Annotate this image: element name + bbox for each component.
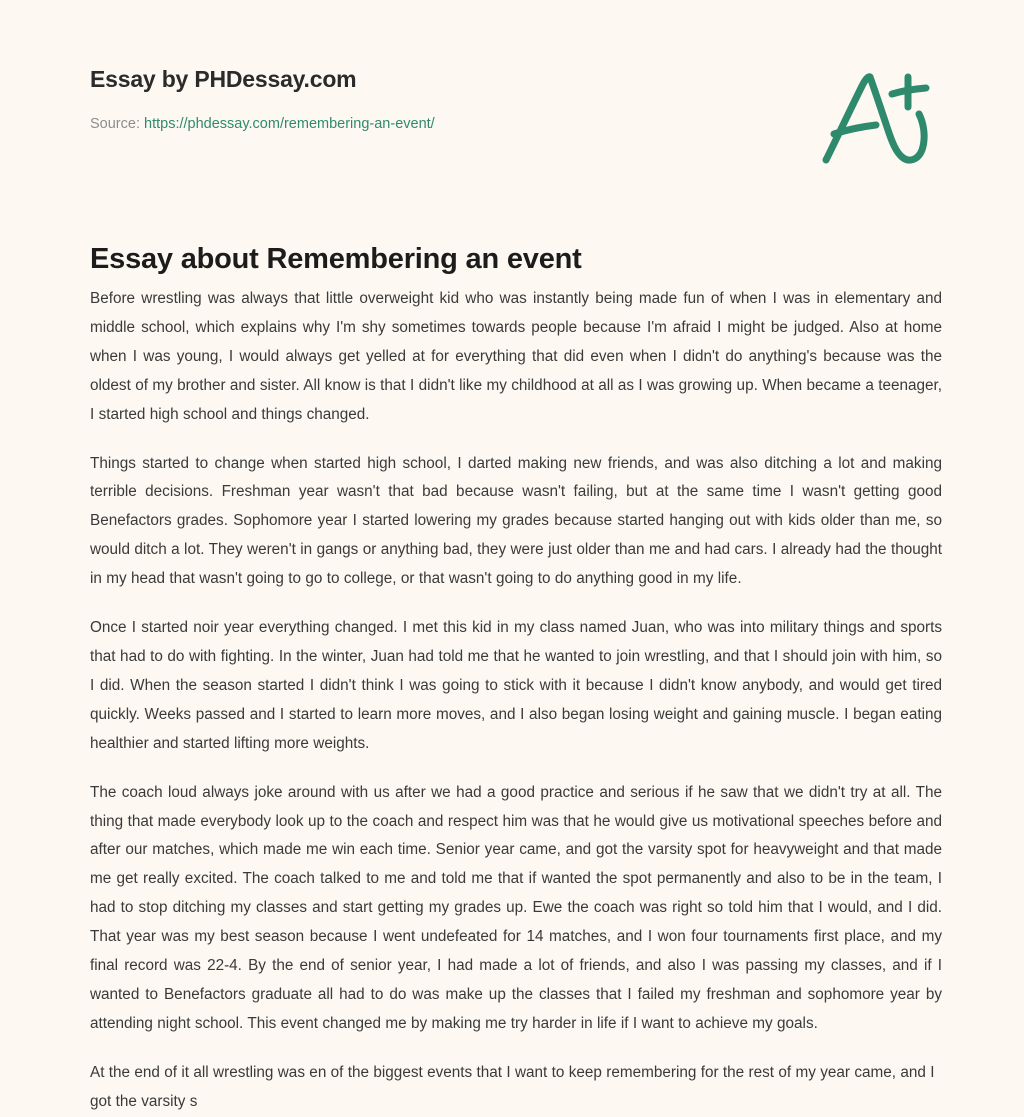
- paragraph: The coach loud always joke around with us after we had a good practice and serious if he saw that we didn't try at all. The thing that made everybody look up to the coach and respect him was that he would give us motivational speeches before and after our matches, which made me win each time. Senior year came, and got the varsity spot for heavyweight and that made me get really excited. The coach talked to me and told me that if wanted the spot permanently and also to be in the team, I had to stop ditching my classes and start getting my grades up. Ewe the coach was right so told him that I would, and I did. That year was my best season because I went undefeated for 14 matches, and I won four tournaments first place, and my final record was 22-4. By the end of senior year, I had made a lot of friends, and also I was passing my classes, and if I wanted to Benefactors graduate all had to do was make up the classes that I failed my freshman and sophomore year by attending night school. This event changed me by making me try harder in life if I want to achieve my goals.: [90, 783, 942, 1032]
- essay-body: [90, 285, 942, 1117]
- paragraph: At the end of it all wrestling was en of the biggest events that I want to keep remembering for the rest of my year came, and I got the varsity s: [90, 1063, 935, 1110]
- page-title: Essay about Remembering an event: [90, 243, 582, 276]
- a-plus-icon: [812, 68, 940, 168]
- paragraph: Before wrestling was always that little overweight kid who was instantly being made fun of when I was in elementary and middle school, which explains why I'm shy sometimes towards people because I'm afraid I might be judged. Also at home when I was young, I would always get yelled at for everything that did even when I didn't do anything's because was the oldest of my brother and sister. All know is that I didn't like my childhood at all as I was growing up. When became a teenager, I started high school and things changed.: [90, 290, 942, 423]
- paragraph: Things started to change when started high school, I darted making new friends, and was also ditching a lot and making terrible decisions. Freshman year wasn't that bad because wasn't failing, but at the same time I wasn't getting good Benefactors grades. Sophomore year I started lowering my grades because started hanging out with kids older than me, so would ditch a lot. They weren't in gangs or anything bad, they were just older than me and had cars. I already had the thought in my head that wasn't going to go to college, or that wasn't going to do anything good in my life.: [90, 454, 942, 588]
- source-url-link[interactable]: https://phdessay.com/remembering-an-event/: [144, 115, 435, 132]
- paragraph: Once I started noir year everything changed. I met this kid in my class named Juan, who was into military things and sports that had to do with fighting. In the winter, Juan had told me that he wanted to join wrestling, and that I should join with him, so I did. When the season started I didn't think I was going to stick with it because I didn't know anybody, and would get tired quickly. Weeks passed and I started to learn more moves, and I also began losing weight and gaining muscle. I began eating healthier and started lifting more weights.: [90, 619, 942, 752]
- a-plus-logo: [812, 68, 940, 168]
- source-label: Source:: [90, 115, 140, 132]
- brand-title: Essay by PHDessay.com: [90, 66, 357, 92]
